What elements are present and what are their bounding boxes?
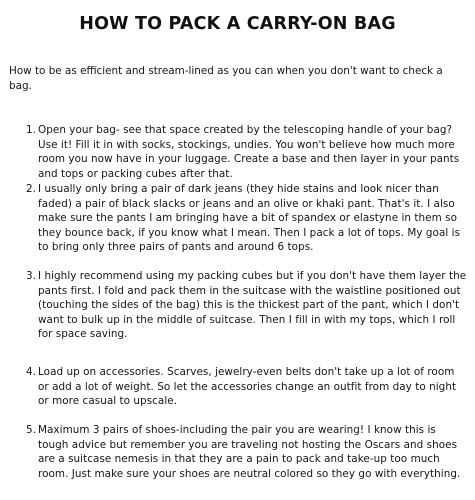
list-item-text: Load up on accessories. Scarves, jewelry-even belts don't take up a lot of room or add a lot of weight. So let the accessories change an outfit from day to night or more casual to upscale. (38, 366, 457, 407)
list-item-number: 4. (26, 366, 36, 378)
list-item-number: 1. (26, 124, 36, 136)
list-item-number: 2. (26, 183, 36, 195)
document-title: HOW TO PACK A CARRY-ON BAG (79, 14, 396, 34)
list-item-number: 3. (26, 270, 36, 282)
list-item-text: I highly recommend using my packing cubes but if you don't have them layer the pants first. I fold and pack them in the suitcase with the waistline positioned out (touching the sides of the bag) this is the thickest part of the pant, which I don't want to bulk up in the middle of suitcase. Then I fill in with my tops, which I roll for space saving. (38, 270, 467, 340)
list-item-text: Open your bag- see that space created by the telescoping handle of your bag? Use it! Fill it in with socks, stockings, undies. You won't believe how much more room you now have in your luggage. Create a base and then layer in your pants and tops or packing cubes after that. (38, 124, 460, 180)
list-item-text: Maximum 3 pairs of shoes-including the pair you are wearing! I know this is tough advice but remember you are traveling not hosting the Oscars and shoes are a suitcase nemesis in that they are a pain to pack and take-up too much room. Just make sure your shoes are neutral colored so they go with everything. (38, 424, 461, 480)
list-item-text: I usually only bring a pair of dark jeans (they hide stains and look nicer than faded) a pair of black slacks or jeans and an olive or khaki pant. That's it. I also make sure the pants I am bringing have a bit of spandex or elastyne in them so they bounce back, if you know what I mean. Then I pack a lot of tops. My goal is to bring only three pairs of pants and around 6 tops. (38, 183, 461, 253)
list-item-number: 5. (26, 424, 36, 436)
intro-paragraph: How to be as efficient and stream-lined as you can when you don't want to check a bag. (9, 65, 443, 92)
